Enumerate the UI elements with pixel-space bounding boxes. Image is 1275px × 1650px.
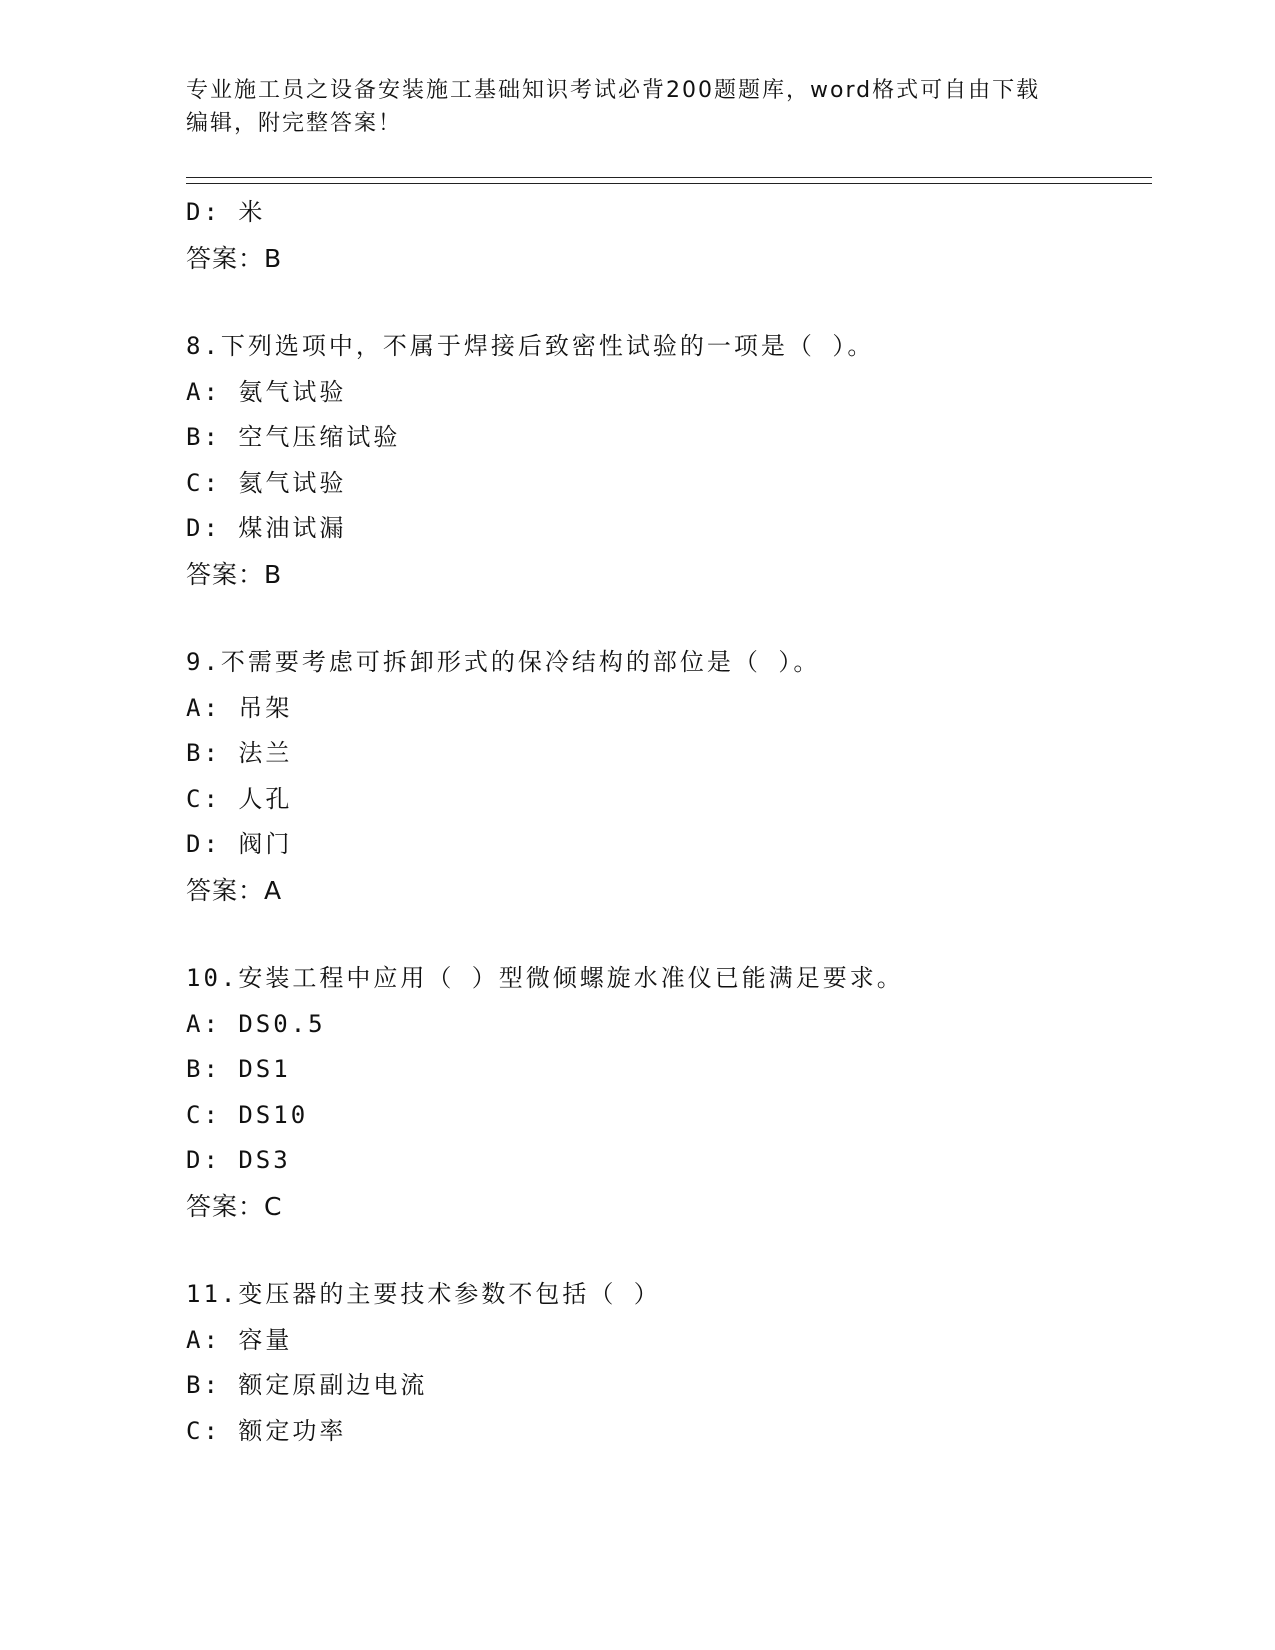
question-stem: 11.变压器的主要技术参数不包括（ ）: [186, 1280, 661, 1308]
option-c: C: DS10: [186, 1100, 309, 1129]
question-stem: 9.不需要考虑可拆卸形式的保冷结构的部位是（ ）。: [186, 648, 821, 676]
header-title-line-2: 编辑，附完整答案！: [186, 111, 403, 136]
question-8: [186, 324, 1146, 597]
question-9: [186, 640, 1146, 913]
option-b: B: DS1: [186, 1055, 291, 1083]
option-a: A: 吊架: [186, 693, 293, 722]
spacer: [186, 597, 1146, 640]
option-d: D: 煤油试漏: [186, 514, 347, 542]
header-title-line-1: 专业施工员之设备安装施工基础知识考试必背200题题库，word格式可自由下载: [186, 78, 1041, 103]
previous-question-tail: [186, 190, 1146, 281]
option-a: A: 氨气试验: [186, 377, 347, 406]
answer-line: 答案：A: [186, 875, 283, 905]
document-header: [186, 74, 1086, 140]
spacer: [186, 913, 1146, 956]
spacer: [186, 281, 1146, 324]
answer-line: 答案：B: [186, 243, 283, 273]
option-c: C: 氦气试验: [186, 468, 347, 497]
question-stem: 8.下列选项中，不属于焊接后致密性试验的一项是（ ）。: [186, 332, 875, 360]
spacer: [186, 1229, 1146, 1272]
option-a: A: DS0.5: [186, 1009, 326, 1038]
option-c: C: 额定功率: [186, 1416, 347, 1445]
question-10: [186, 956, 1146, 1229]
answer-line: 答案：C: [186, 1191, 283, 1221]
answer-line: 答案：B: [186, 559, 283, 589]
question-stem: 10.安装工程中应用（ ）型微倾螺旋水准仪已能满足要求。: [186, 964, 904, 992]
option-b: B: 空气压缩试验: [186, 423, 401, 451]
option-d: D: 米: [186, 198, 266, 226]
option-b: B: 法兰: [186, 739, 293, 767]
header-rule-bottom: [186, 183, 1152, 184]
question-list: [186, 190, 1146, 1454]
option-b: B: 额定原副边电流: [186, 1371, 428, 1399]
question-11: [186, 1272, 1146, 1454]
option-d: D: 阀门: [186, 830, 293, 858]
header-rule-top: [186, 177, 1152, 178]
option-c: C: 人孔: [186, 784, 293, 813]
option-d: D: DS3: [186, 1146, 291, 1174]
option-a: A: 容量: [186, 1325, 293, 1354]
